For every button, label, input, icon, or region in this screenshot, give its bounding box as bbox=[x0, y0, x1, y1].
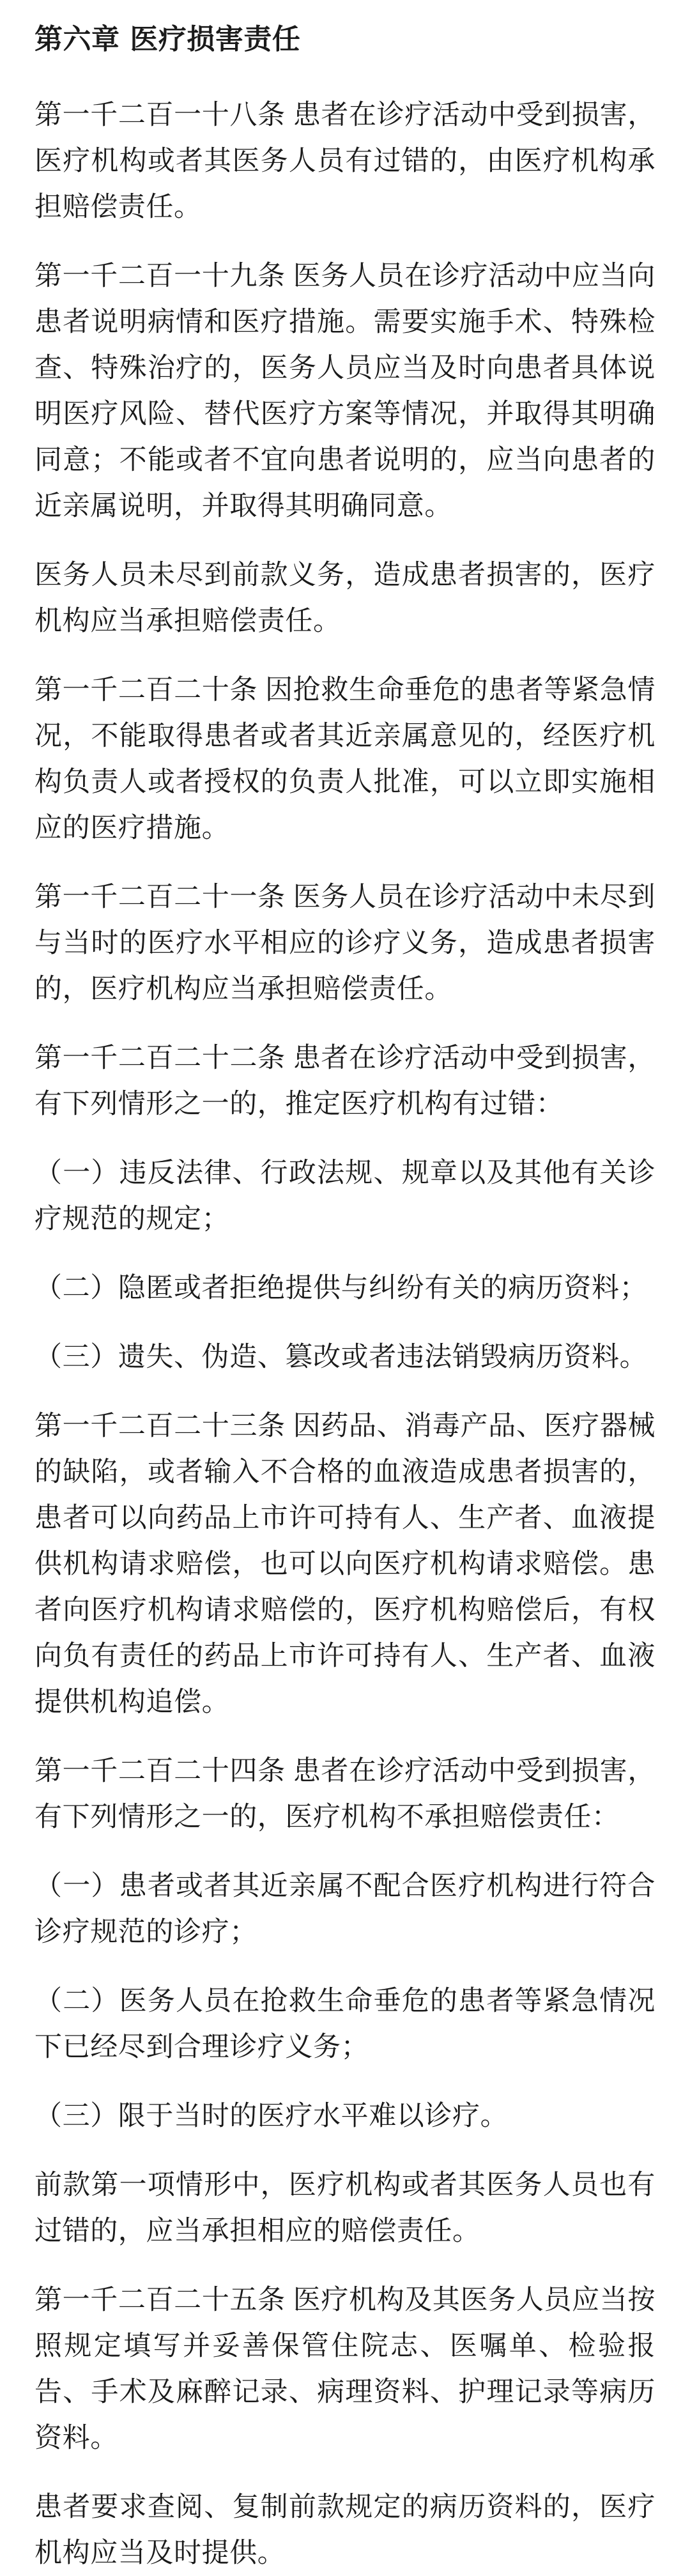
article-number: 第一千二百二十二条 bbox=[34, 1042, 286, 1074]
list-item bbox=[34, 1978, 656, 2070]
list-item bbox=[34, 1150, 656, 1242]
article-1219 bbox=[34, 253, 656, 529]
list-item bbox=[34, 2093, 656, 2139]
article-text: 因药品、消毒产品、医疗器械的缺陷，或者输入不合格的血液造成患者损害的，患者可以向药品上市许可持有人、生产者、血液提供机构请求赔偿，也可以向医疗机构请求赔偿。患者向医疗机构请求赔偿的，医疗机构赔偿后，有权向负有责任的药品上市许可持有人、生产者、血液提供机构追偿。 bbox=[34, 1410, 656, 1718]
article-number: 第一千二百二十三条 bbox=[34, 1410, 286, 1442]
article-text: 患者在诊疗活动中受到损害，有下列情形之一的，推定医疗机构有过错： bbox=[34, 1042, 656, 1120]
article-1224 bbox=[34, 1748, 656, 1840]
paragraph bbox=[34, 552, 656, 644]
article-number: 第一千二百一十八条 bbox=[34, 99, 286, 131]
article-text: 医务人员在诊疗活动中应当向患者说明病情和医疗措施。需要实施手术、特殊检查、特殊治疗的，医务人员应当及时向患者具体说明医疗风险、替代医疗方案等情况，并取得其明确同意；不能或者不宜向患者说明的，应当向患者的近亲属说明，并取得其明确同意。 bbox=[34, 260, 656, 522]
list-item bbox=[34, 1265, 656, 1311]
paragraph-text: 前款第一项情形中，医疗机构或者其医务人员也有过错的，应当承担相应的赔偿责任。 bbox=[34, 2169, 656, 2247]
article-1221 bbox=[34, 874, 656, 1012]
article-1222 bbox=[34, 1035, 656, 1127]
paragraph bbox=[34, 2162, 656, 2254]
article-text: 因抢救生命垂危的患者等紧急情况，不能取得患者或者其近亲属意见的，经医疗机构负责人或者授权的负责人批准，可以立即实施相应的医疗措施。 bbox=[34, 674, 656, 844]
article-1223 bbox=[34, 1403, 656, 1725]
article-number: 第一千二百二十五条 bbox=[34, 2284, 286, 2316]
article-text: 患者在诊疗活动中受到损害，有下列情形之一的，医疗机构不承担赔偿责任： bbox=[34, 1755, 656, 1833]
list-item-text: （三）遗失、伪造、篡改或者违法销毁病历资料。 bbox=[34, 1341, 648, 1373]
paragraph bbox=[34, 2484, 656, 2576]
list-item-text: （二）医务人员在抢救生命垂危的患者等紧急情况下已经尽到合理诊疗义务； bbox=[34, 1985, 656, 2063]
article-number: 第一千二百二十条 bbox=[34, 674, 258, 706]
paragraph-text: 患者要求查阅、复制前款规定的病历资料的，医疗机构应当及时提供。 bbox=[34, 2491, 656, 2569]
article-number: 第一千二百一十九条 bbox=[34, 260, 286, 292]
article-1218 bbox=[34, 92, 656, 230]
list-item bbox=[34, 1863, 656, 1955]
list-item-text: （一）患者或者其近亲属不配合医疗机构进行符合诊疗规范的诊疗； bbox=[34, 1870, 656, 1948]
article-text: 医务人员在诊疗活动中未尽到与当时的医疗水平相应的诊疗义务，造成患者损害的，医疗机构应当承担赔偿责任。 bbox=[34, 881, 656, 1005]
article-number: 第一千二百二十一条 bbox=[34, 881, 286, 913]
article-1225 bbox=[34, 2277, 656, 2461]
article-number: 第一千二百二十四条 bbox=[34, 1755, 286, 1787]
list-item bbox=[34, 1334, 656, 1380]
list-item-text: （一）违反法律、行政法规、规章以及其他有关诊疗规范的规定； bbox=[34, 1157, 656, 1235]
article-1220 bbox=[34, 667, 656, 851]
list-item-text: （三）限于当时的医疗水平难以诊疗。 bbox=[34, 2100, 509, 2132]
article-text: 医疗机构及其医务人员应当按照规定填写并妥善保管住院志、医嘱单、检验报告、手术及麻醉记录、病理资料、护理记录等病历资料。 bbox=[34, 2284, 656, 2454]
chapter-title: 第六章 医疗损害责任 bbox=[34, 23, 301, 56]
article-text: 患者在诊疗活动中受到损害，医疗机构或者其医务人员有过错的，由医疗机构承担赔偿责任。 bbox=[34, 99, 656, 223]
paragraph-text: 医务人员未尽到前款义务，造成患者损害的，医疗机构应当承担赔偿责任。 bbox=[34, 559, 656, 637]
list-item-text: （二）隐匿或者拒绝提供与纠纷有关的病历资料； bbox=[34, 1272, 648, 1304]
